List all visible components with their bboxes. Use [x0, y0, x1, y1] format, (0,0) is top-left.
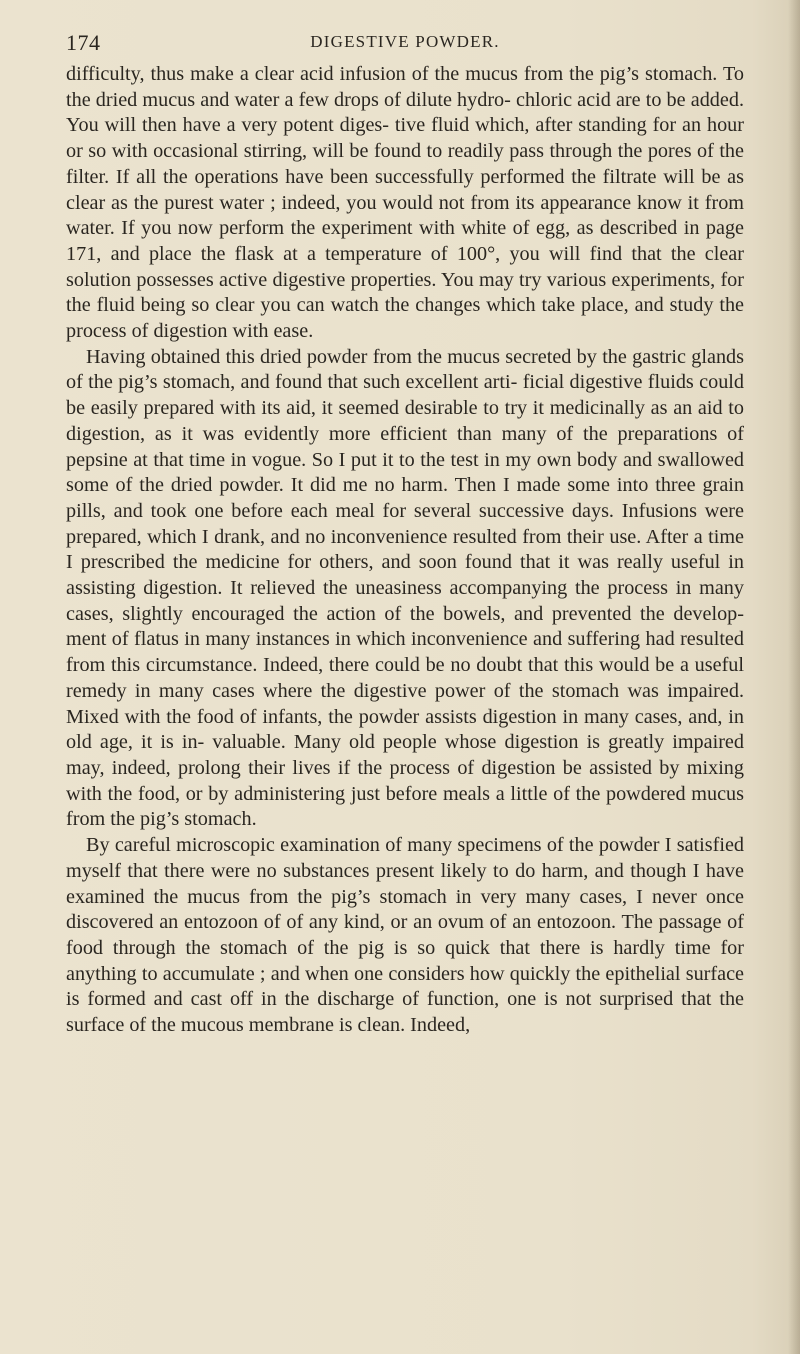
- paragraph-digestive-powder-medicinal: Having obtained this dried powder from the mucus secreted by the gastric glands of the pig’s stomach, and found that such excellent arti- ficial digestive fluids could be easily prepared with its aid, it seemed desirable to try it medicinally as an aid to digestion, as it was evidently more efficient than many of the preparations of pepsine at that time in vogue. So I put it to the test in my own body and swallowed some of the dried powder. It did me no harm. Then I made some into three grain pills, and took one before each meal for several successive days. Infusions were prepared, which I drank, and no inconvenience resulted from their use. After a time I prescribed the medicine for others, and soon found that it was really useful in assisting digestion. It relieved the uneasiness accompanying the process in many cases, slightly encouraged the action of the bowels, and prevented the develop- ment of flatus in many instances in which inconvenience and suffering had resulted from this circumstance. Indeed, there could be no doubt that this would be a useful remedy in many cases where the digestive power of the stomach was impaired. Mixed with the food of infants, the powder assists digestion in many cases, and, in old age, it is in- valuable. Many old people whose digestion is greatly impaired may, indeed, prolong their lives if the process of digestion be assisted by mixing with the food, or by administering just before meals a little of the powdered mucus from the pig’s stomach.: [66, 345, 744, 831]
- paragraph-continued: difficulty, thus make a clear acid infusion of the mucus from the pig’s stomach. To the dried mucus and water a few drops of dilute hydro- chloric acid are to be added. You will then have a very potent diges- tive fluid which, after standing for an hour or so with occasional stirring, will be found to readily pass through the pores of the filter. If all the operations have been successfully performed the filtrate will be as clear as the purest water ; indeed, you would not from its appearance know it from water. If you now perform the experiment with white of egg, as described in page 171, and place the flask at a temperature of 100°, you will find that the clear solution possesses active digestive properties. You may try various experiments, for the fluid being so clear you can watch the changes which take place, and study the process of digestion with ease.: [66, 63, 744, 343]
- page-edge-shadow: [788, 0, 800, 1354]
- page-number: 174: [66, 30, 101, 55]
- body-text: [66, 62, 744, 1039]
- paragraph-microscopic-examination: By careful microscopic examination of many specimens of the powder I satisfied myself that there were no substances present likely to do harm, and though I have examined the mucus from the pig’s stomach in very many cases, I never once discovered an entozoon of of any kind, or an ovum of an entozoon. The passage of food through the stomach of the pig is so quick that there is hardly time for anything to accumulate ; and when one considers how quickly the epithelial surface is formed and cast off in the discharge of function, one is not surprised that the surface of the mucous membrane is clean. Indeed,: [66, 834, 744, 1037]
- page-header: [66, 30, 744, 62]
- running-head: DIGESTIVE POWDER.: [310, 32, 500, 51]
